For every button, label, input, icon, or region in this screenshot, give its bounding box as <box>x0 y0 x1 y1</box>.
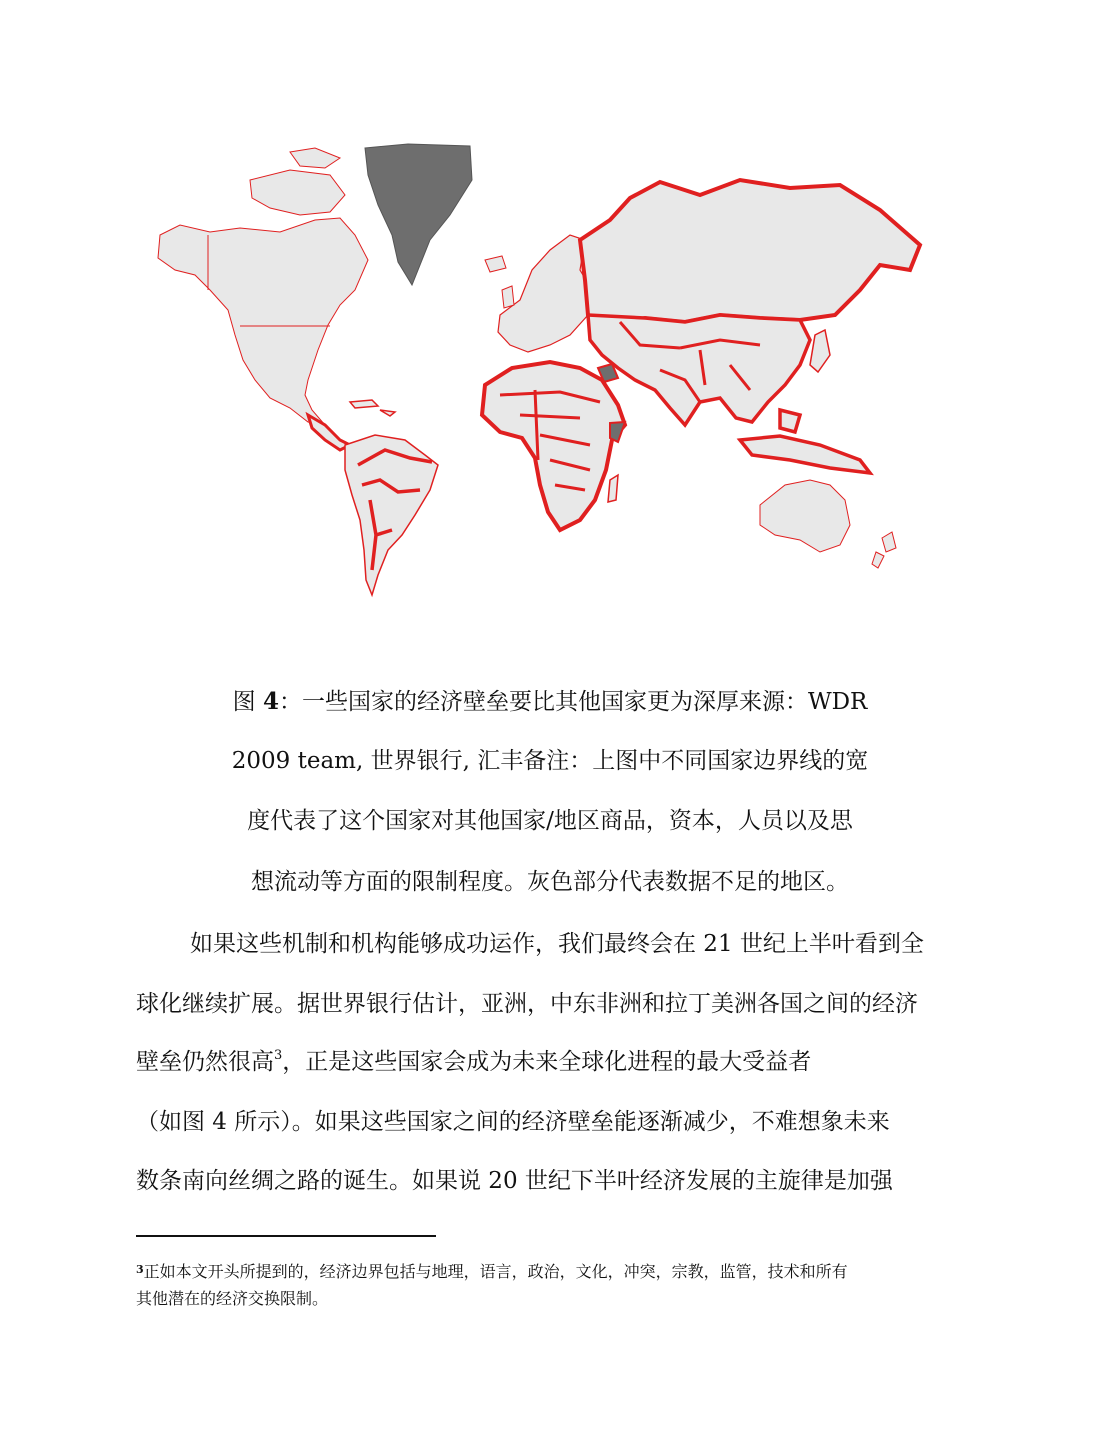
body-line2: 球化继续扩展。据世界银行估计，亚洲，中东非洲和拉丁美洲各国之间的经济 <box>136 991 918 1017</box>
australia <box>760 480 850 552</box>
body-line5: 数条南向丝绸之路的诞生。如果说 20 世纪下半叶经济发展的主旋律是加强 <box>136 1168 893 1194</box>
iceland-uk <box>485 256 514 308</box>
footnote-reference: 3 <box>274 1048 283 1063</box>
africa-landmass <box>482 362 625 530</box>
footnote-line1-text: 正如本文开头所提到的，经济边界包括与地理，语言，政治，文化，冲突，宗教，监管，技术和所有 <box>143 1262 848 1281</box>
figure-caption-line2: 2009 team, 世界银行, 汇丰备注：上图中不同国家边界线的宽 <box>231 748 869 774</box>
japan <box>810 330 830 372</box>
footnote-line1 <box>136 1264 996 1280</box>
north-america-landmass <box>158 218 368 425</box>
footnote-separator <box>136 1235 436 1237</box>
body-line1: 如果这些机制和机构能够成功运作，我们最终会在 21 世纪上半叶看到全 <box>190 931 924 957</box>
central-america <box>308 415 350 450</box>
new-zealand <box>872 532 896 568</box>
caribbean-islands <box>350 400 395 416</box>
caption-figure-number: 4 <box>262 688 279 715</box>
madagascar <box>608 475 618 502</box>
body-line3-part-a: 壁垒仍然很高 <box>136 1049 274 1075</box>
body-line3 <box>136 1048 996 1075</box>
figure-caption-line1 <box>150 690 950 714</box>
greenland-no-data <box>365 144 472 285</box>
caption-line1-text: ：一些国家的经济壁垒要比其他国家更为深厚来源：WDR <box>278 689 868 715</box>
figure-caption-line4: 想流动等方面的限制程度。灰色部分代表数据不足的地区。 <box>251 869 849 895</box>
horn-of-africa-no-data <box>610 422 625 442</box>
arctic-islands <box>250 148 345 215</box>
footnote-marker: 3 <box>136 1263 144 1276</box>
body-line4: （如图 4 所示）。如果这些国家之间的经济壁垒能逐渐减少，不难想象未来 <box>136 1109 890 1135</box>
world-map-figure <box>140 140 940 600</box>
caption-label-prefix: 图 <box>232 689 263 715</box>
southeast-asia <box>740 410 870 473</box>
body-line3-part-b: ，正是这些国家会成为未来全球化进程的最大受益者 <box>282 1049 812 1075</box>
footnote-line2: 其他潜在的经济交换限制。 <box>136 1289 329 1308</box>
figure-caption-line3: 度代表了这个国家对其他国家/地区商品，资本，人员以及思 <box>247 808 853 834</box>
russia <box>580 180 920 325</box>
